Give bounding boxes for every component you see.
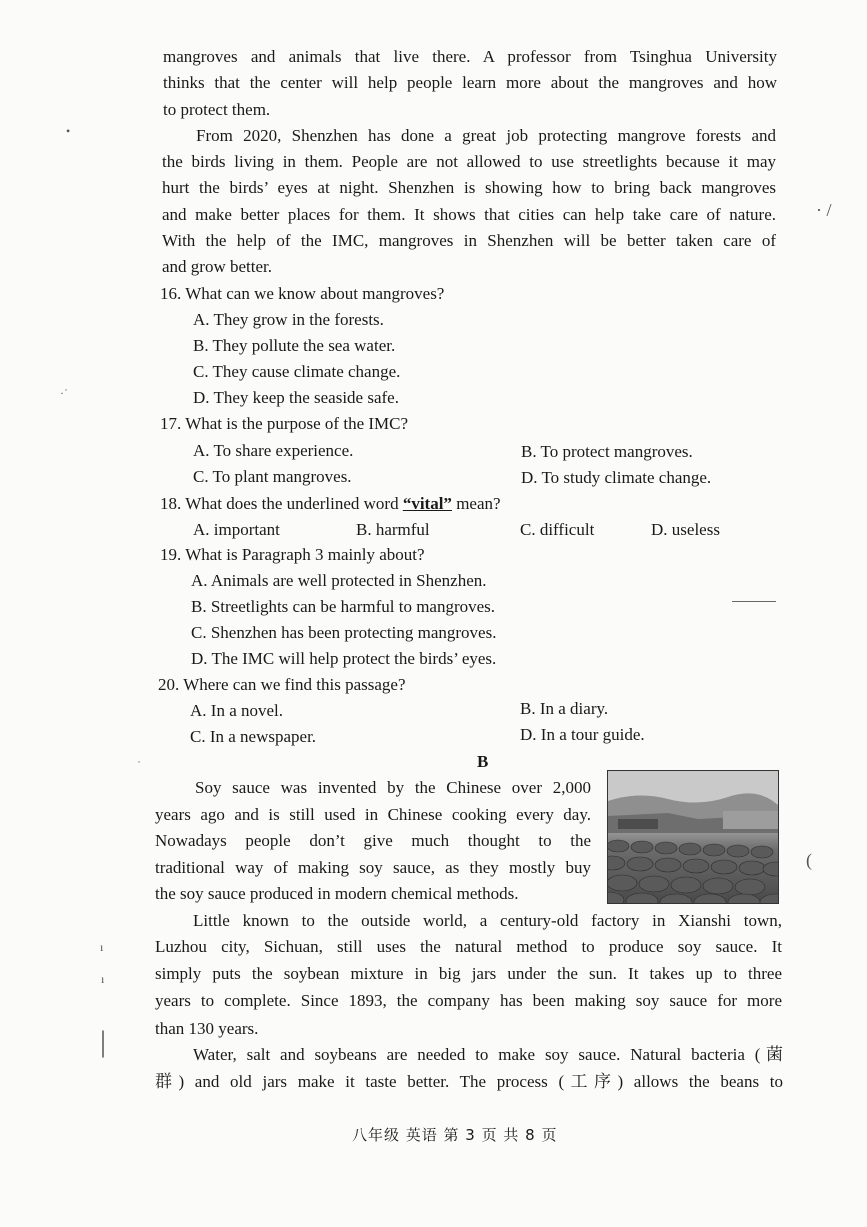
passage-b-line: years ago and is still used in Chinese cooking every day. [155, 805, 591, 824]
question-17-stem: 17. What is the purpose of the IMC? [160, 414, 409, 433]
question-18-stem [160, 494, 501, 514]
question-17-option[interactable]: D. To study climate change. [521, 468, 712, 487]
scan-line-mark [732, 601, 776, 602]
passage-b-line: years to complete. Since 1893, the company has been making soy sauce for more [155, 991, 782, 1010]
question-18-option[interactable]: D. useless [651, 520, 720, 539]
question-17-option[interactable]: A. To share experience. [193, 441, 354, 460]
passage-a-line: thinks that the center will help people learn more about the mangroves and how [163, 73, 777, 92]
passage-a-line: and make better places for them. It shows that cities can help take care of nature. [162, 205, 776, 224]
section-heading-b: B [477, 752, 489, 771]
question-19-option[interactable]: A. Animals are well protected in Shenzhen. [191, 571, 487, 590]
question-18-stem-after: mean? [451, 494, 501, 513]
passage-b-line: Water, salt and soybeans are needed to make soy sauce. Natural bacteria (菌 [193, 1045, 783, 1064]
question-18-option[interactable]: A. important [193, 520, 280, 539]
question-17-option[interactable]: B. To protect mangroves. [521, 442, 693, 461]
question-18-option[interactable]: C. difficult [520, 520, 595, 539]
question-16-option[interactable]: B. They pollute the sea water. [193, 336, 396, 355]
scan-speck: ı [101, 972, 105, 986]
photo-of-soy-sauce-jars-icon [608, 771, 778, 903]
question-19-stem: 19. What is Paragraph 3 mainly about? [160, 545, 425, 564]
question-16-option[interactable]: D. They keep the seaside safe. [193, 388, 399, 407]
scan-speck: | [100, 1025, 107, 1058]
passage-a-line: From 2020, Shenzhen has done a great job protecting mangrove forests and [196, 126, 776, 145]
scan-speck: · / [816, 200, 832, 220]
page-footer: 八年级 英语 第 3 页 共 8 页 [352, 1126, 558, 1144]
question-20-option[interactable]: A. In a novel. [190, 701, 284, 720]
question-18-option[interactable]: B. harmful [356, 520, 430, 539]
question-20-stem: 20. Where can we find this passage? [158, 675, 406, 694]
passage-a-line: hurt the birds’ eyes at night. Shenzhen is showing how to bring back mangroves [162, 178, 776, 197]
question-16-stem: 16. What can we know about mangroves? [160, 284, 445, 303]
passage-a-line: mangroves and animals that live there. A professor from Tsinghua University [163, 47, 777, 66]
scan-speck: ˙ [137, 758, 141, 772]
passage-b-line: the soy sauce produced in modern chemical methods. [155, 884, 519, 903]
question-17-option[interactable]: C. To plant mangroves. [193, 467, 352, 486]
passage-b-line: Little known to the outside world, a century-old factory in Xianshi town, [193, 911, 782, 930]
scan-speck: ·˙ [60, 386, 68, 400]
question-19-option[interactable]: B. Streetlights can be harmful to mangroves. [191, 597, 496, 616]
question-16-option[interactable]: A. They grow in the forests. [193, 310, 384, 329]
passage-b-line: Soy sauce was invented by the Chinese over 2,000 [195, 778, 591, 797]
scan-speck: • [66, 124, 71, 138]
question-18-stem-before: 18. What does the underlined word [160, 494, 403, 513]
passage-b-line: 群) and old jars make it taste better. The process (工序) allows the beans to [155, 1072, 783, 1091]
question-16-option[interactable]: C. They cause climate change. [193, 362, 401, 381]
passage-b-line: traditional way of making soy sauce, as they mostly buy [155, 858, 591, 877]
question-20-option[interactable]: C. In a newspaper. [190, 727, 317, 746]
passage-a-line: the birds living in them. People are not allowed to use streetlights because it may [162, 152, 776, 171]
passage-b-line: simply puts the soybean mixture in big jars under the sun. It takes up to three [155, 964, 782, 983]
question-20-option[interactable]: B. In a diary. [520, 699, 609, 718]
question-20-option[interactable]: D. In a tour guide. [520, 725, 645, 744]
passage-a-line: With the help of the IMC, mangroves in Shenzhen will be better taken care of [162, 231, 776, 250]
scan-speck: ı [100, 940, 104, 954]
question-19-option[interactable]: D. The IMC will help protect the birds’ eyes. [191, 649, 497, 668]
passage-a-line: and grow better. [162, 257, 272, 276]
passage-b-line: Nowadays people don’t give much thought to the [155, 831, 591, 850]
passage-b-line: than 130 years. [155, 1019, 259, 1038]
soy-sauce-jars-photo [607, 770, 779, 904]
question-19-option[interactable]: C. Shenzhen has been protecting mangroves. [191, 623, 497, 642]
underlined-word-vital: “vital” [402, 494, 452, 513]
passage-b-line: Luzhou city, Sichuan, still uses the natural method to produce soy sauce. It [155, 937, 782, 956]
scan-speck: ( [806, 850, 812, 870]
passage-a-line: to protect them. [163, 100, 271, 119]
